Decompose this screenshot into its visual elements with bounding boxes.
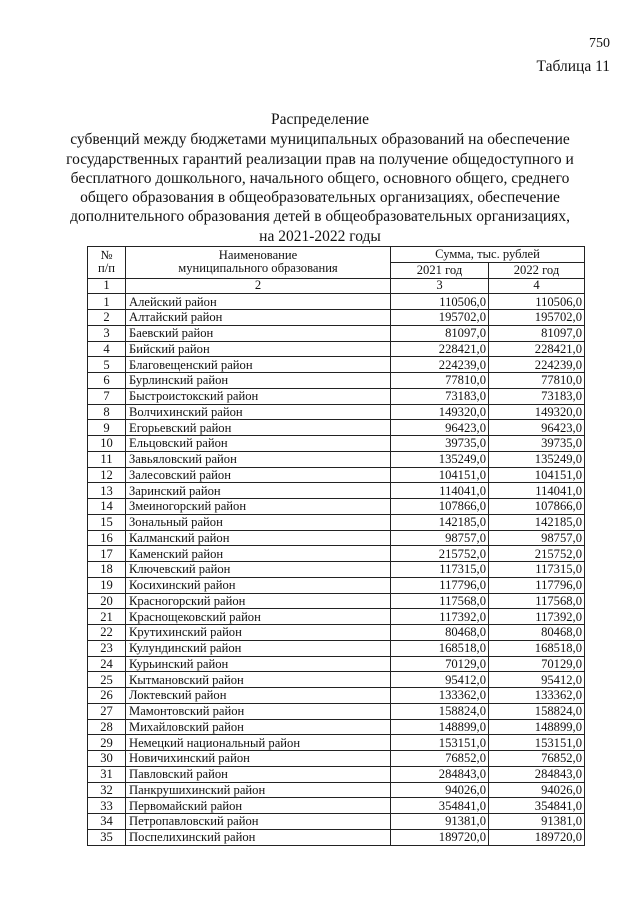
municipality-name: Бурлинский район <box>126 373 391 389</box>
row-number: 5 <box>88 357 126 373</box>
sum-2022: 117315,0 <box>489 562 585 578</box>
row-number: 32 <box>88 782 126 798</box>
sum-2021: 153151,0 <box>391 735 489 751</box>
table-row <box>88 798 585 814</box>
sum-2021: 77810,0 <box>391 373 489 389</box>
table-row <box>88 577 585 593</box>
sum-2021: 224239,0 <box>391 357 489 373</box>
row-number: 7 <box>88 388 126 404</box>
table-row <box>88 766 585 782</box>
sum-2022: 96423,0 <box>489 420 585 436</box>
document-title <box>60 110 580 246</box>
municipality-name: Алейский район <box>126 294 391 310</box>
table-row <box>88 530 585 546</box>
sum-2021: 148899,0 <box>391 719 489 735</box>
table-row <box>88 656 585 672</box>
table-row <box>88 436 585 452</box>
header-sum: Сумма, тыс. рублей <box>391 247 585 263</box>
municipality-name: Первомайский район <box>126 798 391 814</box>
row-number: 33 <box>88 798 126 814</box>
page-number: 750 <box>589 36 610 51</box>
row-number: 1 <box>88 294 126 310</box>
sum-2022: 224239,0 <box>489 357 585 373</box>
sum-2022: 70129,0 <box>489 656 585 672</box>
sum-2022: 215752,0 <box>489 546 585 562</box>
sum-2021: 110506,0 <box>391 294 489 310</box>
column-number: 2 <box>126 278 391 294</box>
row-number: 10 <box>88 436 126 452</box>
municipality-name: Мамонтовский район <box>126 703 391 719</box>
sum-2021: 189720,0 <box>391 829 489 845</box>
municipality-name: Баевский район <box>126 325 391 341</box>
municipality-name: Бийский район <box>126 341 391 357</box>
column-number: 4 <box>489 278 585 294</box>
table-row <box>88 829 585 845</box>
municipality-name: Залесовский район <box>126 467 391 483</box>
table-row <box>88 499 585 515</box>
row-number: 19 <box>88 577 126 593</box>
municipality-name: Косихинский район <box>126 577 391 593</box>
municipality-name: Панкрушихинский район <box>126 782 391 798</box>
sum-2021: 195702,0 <box>391 310 489 326</box>
sum-2021: 117796,0 <box>391 577 489 593</box>
sum-2022: 189720,0 <box>489 829 585 845</box>
row-number: 30 <box>88 751 126 767</box>
sum-2021: 117392,0 <box>391 609 489 625</box>
municipality-name: Красногорский район <box>126 593 391 609</box>
table-row <box>88 310 585 326</box>
sum-2022: 80468,0 <box>489 625 585 641</box>
sum-2021: 117315,0 <box>391 562 489 578</box>
header-year-2022: 2022 год <box>489 262 585 278</box>
row-number: 15 <box>88 514 126 530</box>
sum-2022: 195702,0 <box>489 310 585 326</box>
sum-2021: 215752,0 <box>391 546 489 562</box>
sum-2021: 70129,0 <box>391 656 489 672</box>
sum-2021: 135249,0 <box>391 451 489 467</box>
sum-2021: 98757,0 <box>391 530 489 546</box>
sum-2022: 76852,0 <box>489 751 585 767</box>
table-row <box>88 546 585 562</box>
sum-2022: 95412,0 <box>489 672 585 688</box>
row-number: 17 <box>88 546 126 562</box>
header-num-line2: п/п <box>98 261 115 276</box>
sum-2021: 76852,0 <box>391 751 489 767</box>
municipality-name: Волчихинский район <box>126 404 391 420</box>
row-number: 9 <box>88 420 126 436</box>
sum-2022: 158824,0 <box>489 703 585 719</box>
table-row <box>88 719 585 735</box>
municipality-name: Благовещенский район <box>126 357 391 373</box>
row-number: 16 <box>88 530 126 546</box>
municipality-name: Алтайский район <box>126 310 391 326</box>
table-body <box>88 294 585 845</box>
table-row <box>88 640 585 656</box>
sum-2022: 94026,0 <box>489 782 585 798</box>
sum-2021: 114041,0 <box>391 483 489 499</box>
row-number: 21 <box>88 609 126 625</box>
sum-2022: 77810,0 <box>489 373 585 389</box>
sum-2022: 114041,0 <box>489 483 585 499</box>
table-row <box>88 593 585 609</box>
sum-2022: 73183,0 <box>489 388 585 404</box>
row-number: 23 <box>88 640 126 656</box>
sum-2021: 96423,0 <box>391 420 489 436</box>
municipality-name: Кулундинский район <box>126 640 391 656</box>
header-name-line2: муниципального образования <box>178 261 338 276</box>
table-row <box>88 814 585 830</box>
row-number: 20 <box>88 593 126 609</box>
sum-2022: 168518,0 <box>489 640 585 656</box>
title-line: на 2021-2022 годы <box>259 227 381 245</box>
column-number: 1 <box>88 278 126 294</box>
row-number: 6 <box>88 373 126 389</box>
municipality-name: Быстроистокский район <box>126 388 391 404</box>
sum-2022: 110506,0 <box>489 294 585 310</box>
table-row <box>88 420 585 436</box>
sum-2022: 117796,0 <box>489 577 585 593</box>
table-row <box>88 357 585 373</box>
sum-2022: 354841,0 <box>489 798 585 814</box>
sum-2022: 142185,0 <box>489 514 585 530</box>
sum-2021: 117568,0 <box>391 593 489 609</box>
municipality-name: Петропавловский район <box>126 814 391 830</box>
sum-2022: 117392,0 <box>489 609 585 625</box>
sum-2021: 73183,0 <box>391 388 489 404</box>
row-number: 31 <box>88 766 126 782</box>
sum-2022: 284843,0 <box>489 766 585 782</box>
title-line: общего образования в общеобразовательных организациях, обеспечение <box>80 189 560 207</box>
sum-2022: 91381,0 <box>489 814 585 830</box>
sum-2021: 149320,0 <box>391 404 489 420</box>
header-year-2021: 2021 год <box>391 262 489 278</box>
municipality-name: Ельцовский район <box>126 436 391 452</box>
municipality-name: Немецкий национальный район <box>126 735 391 751</box>
row-number: 27 <box>88 703 126 719</box>
row-number: 4 <box>88 341 126 357</box>
sum-2021: 284843,0 <box>391 766 489 782</box>
header-name-line1: Наименование <box>218 248 298 263</box>
row-number: 11 <box>88 451 126 467</box>
municipality-name: Заринский район <box>126 483 391 499</box>
sum-2021: 228421,0 <box>391 341 489 357</box>
table-row <box>88 341 585 357</box>
title-line: бесплатного дошкольного, начального общего, основного общего, среднего <box>70 169 570 187</box>
row-number: 24 <box>88 656 126 672</box>
municipality-name: Егорьевский район <box>126 420 391 436</box>
municipality-name: Ключевский район <box>126 562 391 578</box>
municipality-name: Кытмановский район <box>126 672 391 688</box>
sum-2021: 158824,0 <box>391 703 489 719</box>
table-row <box>88 514 585 530</box>
table-row <box>88 294 585 310</box>
table-row <box>88 325 585 341</box>
municipality-name: Змеиногорский район <box>126 499 391 515</box>
sum-2021: 81097,0 <box>391 325 489 341</box>
sum-2022: 153151,0 <box>489 735 585 751</box>
table-row <box>88 751 585 767</box>
sum-2021: 142185,0 <box>391 514 489 530</box>
sum-2021: 168518,0 <box>391 640 489 656</box>
sum-2021: 104151,0 <box>391 467 489 483</box>
row-number: 12 <box>88 467 126 483</box>
row-number: 3 <box>88 325 126 341</box>
municipality-name: Новичихинский район <box>126 751 391 767</box>
row-number: 22 <box>88 625 126 641</box>
municipality-name: Завьяловский район <box>126 451 391 467</box>
row-number: 34 <box>88 814 126 830</box>
header-name <box>126 247 391 279</box>
table-row <box>88 373 585 389</box>
sum-2022: 39735,0 <box>489 436 585 452</box>
table-label: Таблица 11 <box>536 58 610 75</box>
sum-2022: 117568,0 <box>489 593 585 609</box>
municipality-name: Калманский район <box>126 530 391 546</box>
municipality-name: Михайловский район <box>126 719 391 735</box>
table-row <box>88 562 585 578</box>
municipality-name: Каменский район <box>126 546 391 562</box>
sum-2021: 354841,0 <box>391 798 489 814</box>
municipality-name: Павловский район <box>126 766 391 782</box>
municipality-name: Зональный район <box>126 514 391 530</box>
sum-2022: 135249,0 <box>489 451 585 467</box>
table-row <box>88 451 585 467</box>
row-number: 35 <box>88 829 126 845</box>
table-row <box>88 782 585 798</box>
sum-2022: 98757,0 <box>489 530 585 546</box>
table-row <box>88 467 585 483</box>
title-line: государственных гарантий реализации прав на получение общедоступного и <box>66 150 574 168</box>
title-heading: Распределение <box>271 111 369 128</box>
sum-2021: 91381,0 <box>391 814 489 830</box>
sum-2022: 148899,0 <box>489 719 585 735</box>
row-number: 8 <box>88 404 126 420</box>
municipality-name: Краснощековский район <box>126 609 391 625</box>
row-number: 2 <box>88 310 126 326</box>
header-num-line1: № <box>100 248 113 263</box>
sum-2022: 228421,0 <box>489 341 585 357</box>
row-number: 25 <box>88 672 126 688</box>
column-number: 3 <box>391 278 489 294</box>
subvention-table <box>87 246 585 846</box>
sum-2022: 133362,0 <box>489 688 585 704</box>
table-row <box>88 703 585 719</box>
sum-2021: 39735,0 <box>391 436 489 452</box>
table-row <box>88 404 585 420</box>
row-number: 13 <box>88 483 126 499</box>
municipality-name: Локтевский район <box>126 688 391 704</box>
title-line: субвенций между бюджетами муниципальных образований на обеспечение <box>70 131 570 149</box>
header-num <box>88 247 126 279</box>
sum-2022: 149320,0 <box>489 404 585 420</box>
municipality-name: Крутихинский район <box>126 625 391 641</box>
table-row <box>88 672 585 688</box>
row-number: 14 <box>88 499 126 515</box>
table-row <box>88 735 585 751</box>
title-line: дополнительного образования детей в общеобразовательных организациях, <box>70 208 570 226</box>
row-number: 18 <box>88 562 126 578</box>
sum-2021: 94026,0 <box>391 782 489 798</box>
table-row <box>88 388 585 404</box>
sum-2022: 104151,0 <box>489 467 585 483</box>
sum-2022: 81097,0 <box>489 325 585 341</box>
table-row <box>88 688 585 704</box>
sum-2021: 80468,0 <box>391 625 489 641</box>
municipality-name: Курьинский район <box>126 656 391 672</box>
sum-2021: 133362,0 <box>391 688 489 704</box>
sum-2022: 107866,0 <box>489 499 585 515</box>
row-number: 28 <box>88 719 126 735</box>
row-number: 29 <box>88 735 126 751</box>
table-row <box>88 483 585 499</box>
row-number: 26 <box>88 688 126 704</box>
sum-2021: 95412,0 <box>391 672 489 688</box>
table-row <box>88 625 585 641</box>
table-row <box>88 609 585 625</box>
sum-2021: 107866,0 <box>391 499 489 515</box>
municipality-name: Поспелихинский район <box>126 829 391 845</box>
